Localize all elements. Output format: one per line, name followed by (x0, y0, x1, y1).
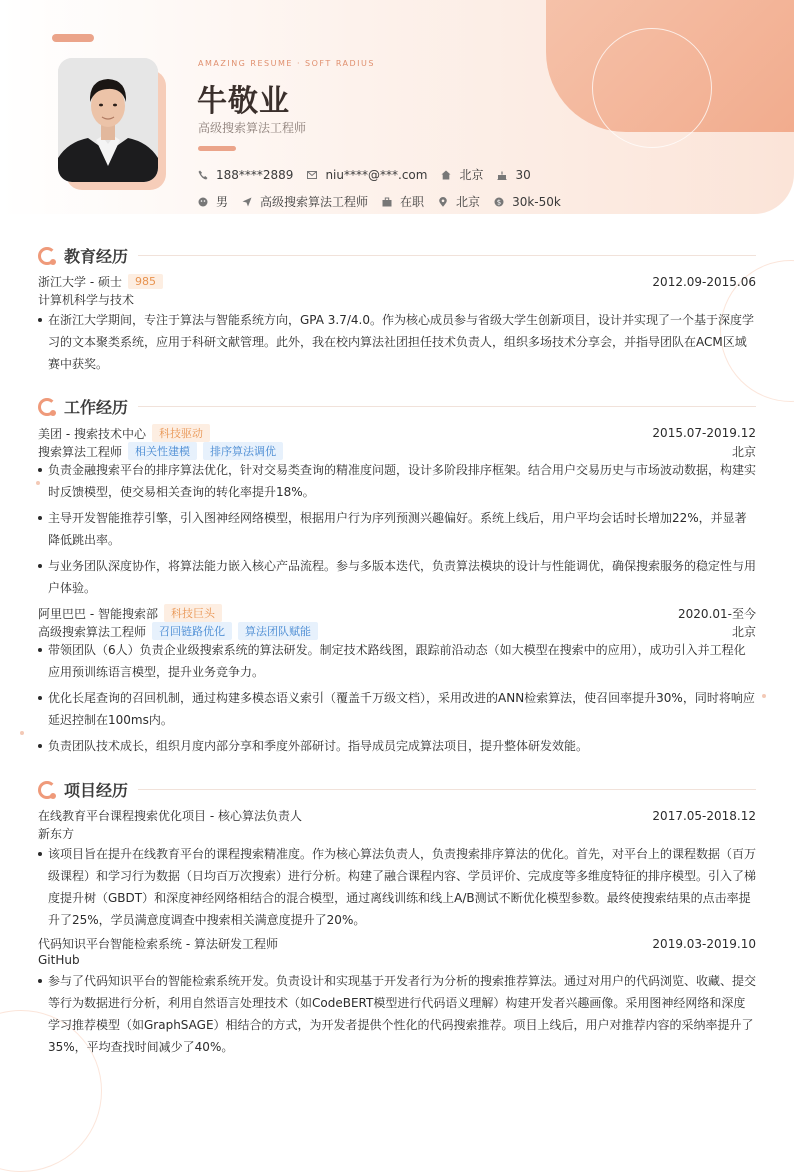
project-header (38, 935, 756, 952)
job-role: 搜索算法工程师 (38, 444, 123, 459)
job-bullet: 与业务团队深度协作，将算法能力嵌入核心产品流程。参与多版本迭代，负责算法模块的设计与性能调优，确保搜索服务的稳定性与用户体验。 (38, 555, 756, 599)
decorative-ring (592, 28, 712, 148)
job-role-row (38, 622, 756, 640)
projects-section-header (38, 778, 756, 801)
email-text: niu****@***.com (325, 167, 428, 182)
mail-icon (307, 170, 317, 180)
company-tag: 科技驱动 (152, 424, 210, 442)
project-org: 新东方 (38, 827, 75, 841)
tagline: AMAZING RESUME · SOFT RADIUS (198, 59, 375, 68)
status-row (198, 193, 575, 210)
project-header (38, 807, 756, 824)
target-position-item (242, 193, 368, 210)
target-city-item (438, 193, 480, 210)
company-name: 阿里巴巴 - 智能搜索部 (38, 606, 158, 621)
job-bullet: 负责团队技术成长，组织月度内部分享和季度外部研讨。指导成员完成算法项目，提升整体研发效能。 (38, 735, 756, 757)
title-underline (198, 146, 236, 151)
job-date: 2015.07-2019.12 (652, 426, 756, 440)
candidate-name: 牛敬业 (197, 84, 290, 119)
section-icon (38, 398, 56, 416)
education-entry-header (38, 273, 756, 290)
project-name: 代码知识平台智能检索系统 - 算法研发工程师 (38, 937, 278, 951)
project-org-row (38, 953, 756, 967)
svg-text:$: $ (496, 198, 502, 207)
section-divider (138, 255, 756, 256)
school-name: 浙江大学 - 硕士 (38, 275, 122, 289)
gender-text: 男 (216, 195, 229, 209)
job-bullet: 负责金融搜索平台的排序算法优化，针对交易类查询的精准度问题，设计多阶段排序框架。结合用户交易历史与市场波动数据，构建实时反馈模型，使交易相关查询的转化率提升18%。 (38, 459, 756, 503)
email-item (307, 168, 427, 182)
age-text: 30 (515, 167, 531, 182)
section-icon (38, 781, 56, 799)
target-position-text: 高级搜索算法工程师 (260, 195, 369, 209)
job-header (38, 424, 756, 442)
section-title: 教育经历 (64, 247, 129, 266)
role-tag: 相关性建模 (128, 442, 197, 460)
accent-bar (52, 34, 94, 42)
job-bullet: 带领团队（6人）负责企业级搜索系统的算法研发。制定技术路线图，跟踪前沿动态（如大模型在搜索中的应用），成功引入并工程化应用预训练语言模型，提升业务竞争力。 (38, 639, 756, 683)
salary-text: 30k-50k (512, 194, 561, 209)
company-name: 美团 - 搜索技术中心 (38, 426, 146, 441)
job-bullet: 主导开发智能推荐引擎，引入图神经网络模型，根据用户行为序列预测兴趣偏好。系统上线后，用户平均会话时长增加22%，并显著降低跳出率。 (38, 507, 756, 551)
section-title: 工作经历 (64, 398, 129, 417)
project-bullet: 该项目旨在提升在线教育平台的课程搜索精准度。作为核心算法负责人，负责搜索排序算法的优化。首先，对平台上的课程数据（百万级课程）和学习行为数据（日均百万次搜索）进行分析。构建了融合课程内容、学员评价、完成度等多维度特征的排序模型。引入了梯度提升树（GBDT）和深度神经网络相结合的混合模型，通过离线训练和线上A/B测试不断优化模型参数。最终使搜索结果的点击率提升了25%，学员满意度调查中搜索相关满意度提升了20%。 (38, 843, 756, 931)
job-location: 北京 (731, 444, 756, 459)
hometown-text: 北京 (459, 168, 484, 182)
project-org: GitHub (38, 953, 80, 967)
phone-icon (198, 170, 208, 180)
gender-item (198, 193, 228, 210)
job-status-text: 在职 (400, 195, 425, 209)
education-date: 2012.09-2015.06 (652, 274, 756, 289)
major: 计算机科学与技术 (38, 293, 135, 307)
project-org-row (38, 825, 756, 842)
job-status-item (382, 193, 424, 210)
job-role-row (38, 442, 756, 460)
salary-icon (494, 197, 504, 207)
project-bullet: 参与了代码知识平台的智能检索系统开发。负责设计和实现基于开发者行为分析的搜索推荐算法。通过对用户的代码浏览、收藏、提交等行为数据进行分析，利用自然语言处理技术（如CodeBERT模型进行代码语义理解）构建开发者兴趣画像。采用图神经网络和深度学习推荐模型（如GraphSAGE）相结合的方式，为开发者提供个性化的代码搜索推荐。项目上线后，用户对推荐内容的采纳率提升了35%，平均查找时间减少了40%。 (38, 970, 756, 1058)
school-tag: 985 (128, 274, 163, 289)
section-title: 项目经历 (64, 781, 129, 800)
job-bullet: 优化长尾查询的召回机制，通过构建多模态语义索引（覆盖千万级文档），采用改进的ANN检索算法，使召回率提升30%，同时将响应延迟控制在100ms内。 (38, 687, 756, 731)
target-city-text: 北京 (456, 195, 481, 209)
education-section-header (38, 244, 756, 267)
avatar (58, 58, 158, 182)
home-icon (441, 170, 451, 180)
job-date: 2020.01-至今 (678, 606, 756, 621)
role-tag: 召回链路优化 (152, 622, 232, 640)
candidate-title: 高级搜索算法工程师 (198, 121, 307, 135)
education-major-row (38, 291, 756, 308)
decorative-dot (762, 694, 766, 698)
education-bullet: 在浙江大学期间，专注于算法与智能系统方向，GPA 3.7/4.0。作为核心成员参与省级大学生创新项目，设计并实现了一个基于深度学习的文本聚类系统，应用于科研文献管理。此外，我在校内算法社团担任技术负责人，组织多场技术分享会，并指导团队在ACM区域赛中获奖。 (38, 309, 756, 375)
section-divider (138, 406, 756, 407)
role-tag: 排序算法调优 (203, 442, 283, 460)
age-item (497, 168, 530, 182)
gender-icon (198, 197, 208, 207)
briefcase-icon (382, 197, 392, 207)
role-tag: 算法团队赋能 (238, 622, 318, 640)
location-icon (438, 197, 448, 207)
phone-text: 188****2889 (216, 167, 294, 182)
contact-row (198, 166, 545, 183)
job-role: 高级搜索算法工程师 (38, 624, 147, 639)
decorative-dot (20, 731, 24, 735)
phone-item (198, 168, 293, 182)
section-icon (38, 247, 56, 265)
cake-icon (497, 170, 507, 180)
project-date: 2017.05-2018.12 (652, 808, 756, 823)
job-location: 北京 (731, 624, 756, 639)
hometown-item (441, 166, 483, 183)
salary-item (494, 195, 561, 209)
project-date: 2019.03-2019.10 (652, 936, 756, 951)
company-tag: 科技巨头 (164, 604, 222, 622)
work-section-header (38, 395, 756, 418)
send-icon (242, 197, 252, 207)
project-name: 在线教育平台课程搜索优化项目 - 核心算法负责人 (38, 809, 302, 823)
section-divider (138, 789, 756, 790)
job-header (38, 604, 756, 622)
